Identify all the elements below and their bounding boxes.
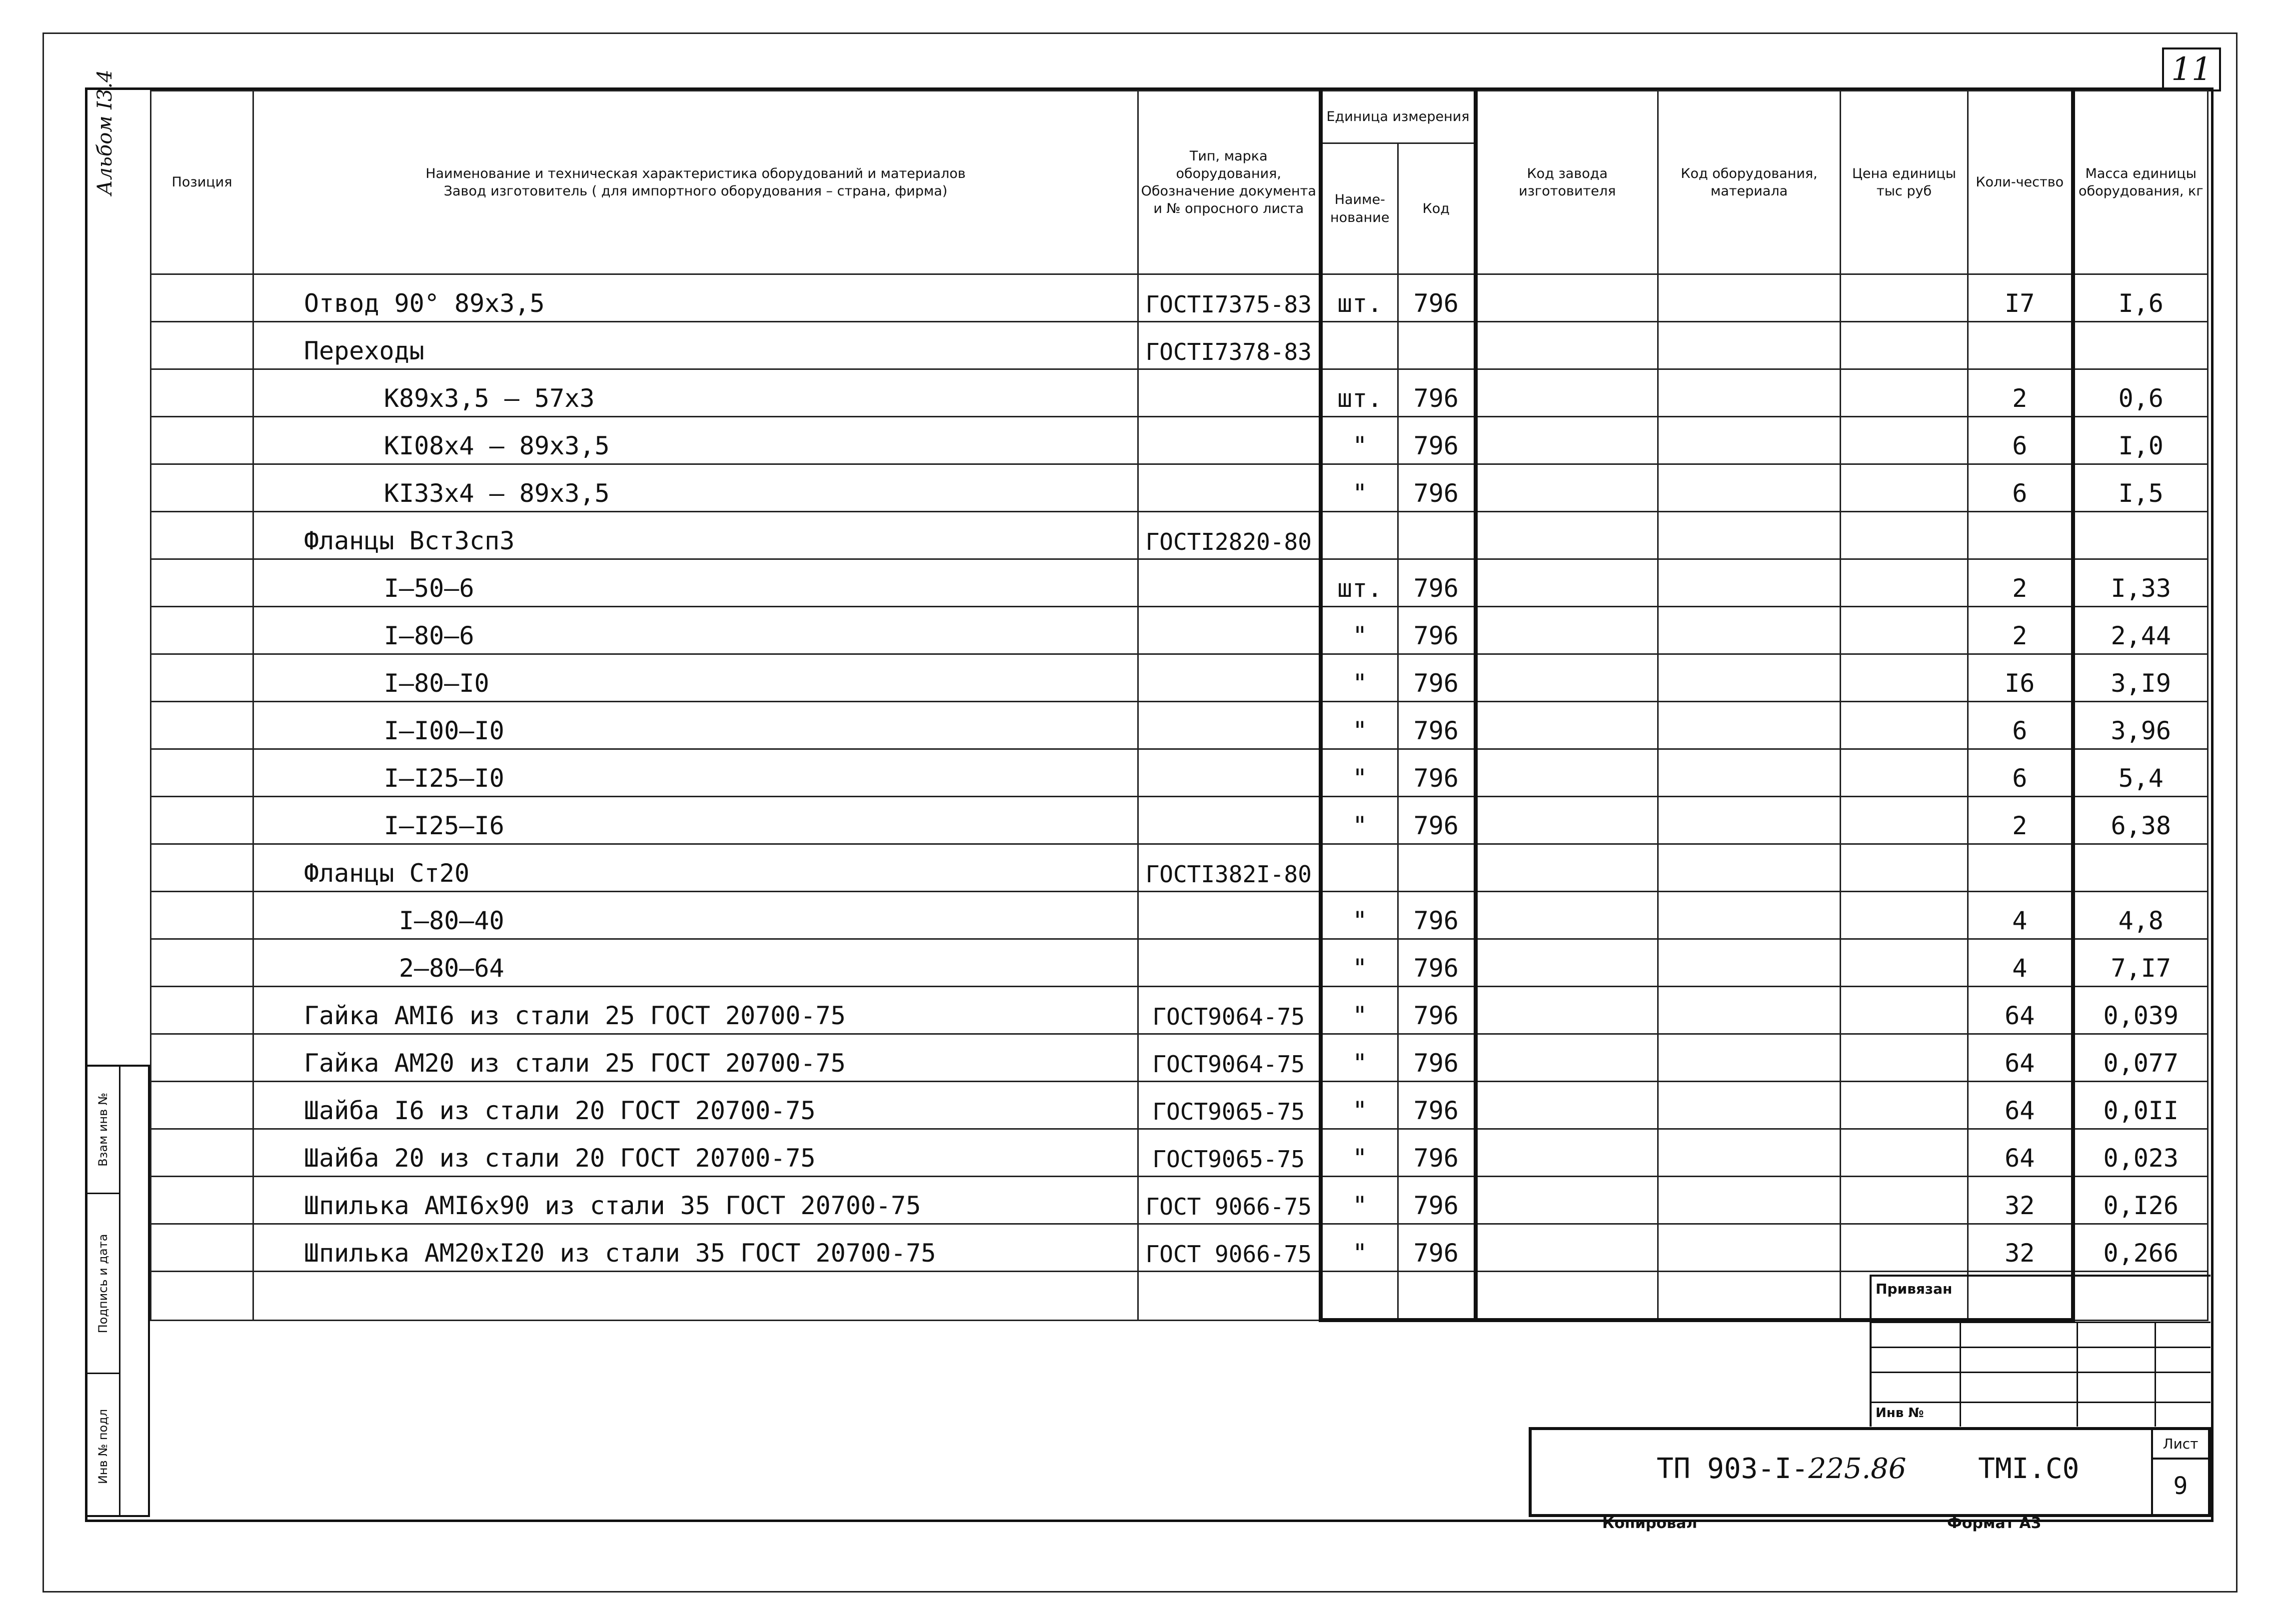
- col-doc: Тип, марка оборудования, Обозначение документа и № опросного листа: [1138, 91, 1321, 274]
- col-unit-name: Наиме-нование: [1321, 143, 1398, 274]
- table-row: [151, 987, 2208, 1034]
- cell-price: [1841, 1224, 1968, 1272]
- cell-mass: 0,023: [2073, 1129, 2208, 1177]
- cell-position: [151, 1272, 253, 1321]
- cell-position: [151, 417, 253, 464]
- cell-unit: ": [1321, 654, 1398, 702]
- cell-price: [1841, 1129, 1968, 1177]
- col-unit-code: Код: [1398, 143, 1476, 274]
- cell-name: Гайка АМ20 из стали 25 ГОСТ 20700-75: [253, 1034, 1138, 1082]
- table-row: [151, 512, 2208, 559]
- table-row: [151, 369, 2208, 417]
- format-label: Формат А3: [1947, 1515, 2042, 1532]
- cell-qty: [1968, 512, 2073, 559]
- cell-name: I–I00–I0: [253, 702, 1138, 749]
- cell-equip-code: [1658, 844, 1841, 892]
- table-row: [151, 1034, 2208, 1082]
- cell-doc: ГОСТI7378-83: [1138, 322, 1321, 369]
- cell-doc: [1138, 797, 1321, 844]
- col-mass: Масса единицы оборудования, кг: [2073, 91, 2208, 274]
- cell-name: КI33х4 – 89х3,5: [253, 464, 1138, 512]
- cell-plant-code: [1476, 749, 1658, 797]
- cell-equip-code: [1658, 749, 1841, 797]
- cell-plant-code: [1476, 702, 1658, 749]
- table-row: [151, 702, 2208, 749]
- cell-code: 796: [1398, 464, 1476, 512]
- cell-equip-code: [1658, 274, 1841, 322]
- cell-position: [151, 464, 253, 512]
- handwritten-sheet-number: 11: [2162, 47, 2221, 91]
- cell-code: [1398, 512, 1476, 559]
- cell-doc: [1138, 417, 1321, 464]
- cell-position: [151, 844, 253, 892]
- cell-doc: ГОСТI382I-80: [1138, 844, 1321, 892]
- cell-equip-code: [1658, 654, 1841, 702]
- cell-equip-code: [1658, 607, 1841, 654]
- cell-position: [151, 654, 253, 702]
- cell-code: 796: [1398, 892, 1476, 939]
- cell-doc: [1138, 654, 1321, 702]
- cell-qty: 64: [1968, 1082, 2073, 1129]
- cell-name: I–80–6: [253, 607, 1138, 654]
- cell-unit: ": [1321, 987, 1398, 1034]
- cell-unit: ": [1321, 702, 1398, 749]
- cell-code: 796: [1398, 797, 1476, 844]
- cell-name: [253, 1272, 1138, 1321]
- cell-name: Шайба I6 из стали 20 ГОСТ 20700-75: [253, 1082, 1138, 1129]
- cell-doc: ГОСТ 9066-75: [1138, 1177, 1321, 1224]
- cell-unit: шт.: [1321, 274, 1398, 322]
- cell-position: [151, 892, 253, 939]
- table-row: [151, 607, 2208, 654]
- cell-price: [1841, 417, 1968, 464]
- cell-doc: [1138, 702, 1321, 749]
- cell-unit: [1321, 844, 1398, 892]
- cell-code: 796: [1398, 274, 1476, 322]
- cell-position: [151, 559, 253, 607]
- cell-code: 796: [1398, 1034, 1476, 1082]
- cell-code: 796: [1398, 939, 1476, 987]
- cell-mass: [2073, 844, 2208, 892]
- cell-plant-code: [1476, 322, 1658, 369]
- cell-position: [151, 797, 253, 844]
- table-row: [151, 322, 2208, 369]
- cell-equip-code: [1658, 322, 1841, 369]
- cell-unit: ": [1321, 939, 1398, 987]
- cell-code: 796: [1398, 702, 1476, 749]
- document-sheet: 11 Альбом I3.4 Взам инв № Подпись и дата Инв № подл Позиция Наименование и техническая характеристика оборудований и материалов Завод изготовитель ( для импортного оборудования – страна, фирма) Тип, марка оборудования, Обозначение документа и № опросного листа Единица измерения Код завода изготовителя Код оборудования, материала Цена единицы тыс руб Коли-чество Масса единицы оборудования, кг Наиме-нование Код Отвод 90° 89х3,5 ГОСТI7375-83 шт. 796 I7 I,6 Переходы ГОСТI7378-83 К89х3,5 – 57х3 шт. 796 2 0,6 КI08х4 – 89х3,5 " 796 6 I,0 КI33х4 – 89х3,5 " 796 6 I,5 Фланцы Вст3сп3 ГОСТI2820-80 I–50–6 шт. 796 2 I,33 I–80–6 " 796 2 2,44 I–80–I0 " 796 I6 3,I9 I–I00–I0 " 796 6 3,96 I–I25–I0 " 796 6 5,4 I–I25–I6 " 796 2 6,38 Фланцы Ст20 ГОСТI382I-80 I–80–40 " 796 4 4,8 2–80–64 " 796 4 7,I7 Гайка АМI6 из стали 25 ГОСТ 20700-75 ГОСТ9064-75 " 796 64 0,039 Гайка АМ20 из стали 25 ГОСТ 20700-75 ГОСТ9064-75 " 796 64 0,077 Шайба I6 из стали 20 ГОСТ 20700-75 ГОСТ9065-75 " 796 64 0,0II Шайба 20 из стали 20 ГОСТ 20700-75 ГОСТ9065-75 " 796 64 0,023 Шпилька АМI6х90 из стали 35 ГОСТ 20700-75 ГОСТ 9066-75 " 796 32 0,I26 Шпилька АМ20хI20 из стали 35 ГОСТ 20700-75 ГОСТ 9066-75 " 796 32 0,266 Привязан Инв № ТП 903-I-225.86 ТМI.С0 Лист 9 Копировал Формат А3: [0, 0, 2273, 1624]
- cell-price: [1841, 797, 1968, 844]
- col-unit-group: Единица измерения: [1321, 91, 1476, 143]
- cell-position: [151, 607, 253, 654]
- cell-name: I–I25–I0: [253, 749, 1138, 797]
- table-row: [151, 1082, 2208, 1129]
- cell-unit: ": [1321, 797, 1398, 844]
- table-row: [151, 417, 2208, 464]
- cell-position: [151, 1129, 253, 1177]
- cell-position: [151, 702, 253, 749]
- cell-code: 796: [1398, 1224, 1476, 1272]
- cell-equip-code: [1658, 464, 1841, 512]
- cell-doc: [1138, 559, 1321, 607]
- cell-price: [1841, 844, 1968, 892]
- cell-plant-code: [1476, 1177, 1658, 1224]
- cell-equip-code: [1658, 1129, 1841, 1177]
- cell-code: [1398, 322, 1476, 369]
- cell-unit: ": [1321, 464, 1398, 512]
- cell-equip-code: [1658, 1272, 1841, 1321]
- cell-qty: 4: [1968, 892, 2073, 939]
- cell-equip-code: [1658, 559, 1841, 607]
- col-equip-code: Код оборудования, материала: [1658, 91, 1841, 274]
- cell-name: Шпилька АМ20хI20 из стали 35 ГОСТ 20700-75: [253, 1224, 1138, 1272]
- cell-unit: ": [1321, 607, 1398, 654]
- stamp-sign-date: Подпись и дата: [87, 1194, 119, 1374]
- cell-qty: [1968, 844, 2073, 892]
- table-row: [151, 654, 2208, 702]
- cell-plant-code: [1476, 417, 1658, 464]
- cell-code: [1398, 1272, 1476, 1321]
- sheet-label: Лист: [2151, 1430, 2208, 1460]
- cell-plant-code: [1476, 939, 1658, 987]
- cell-plant-code: [1476, 1272, 1658, 1321]
- cell-doc: [1138, 369, 1321, 417]
- cell-price: [1841, 939, 1968, 987]
- cell-price: [1841, 1034, 1968, 1082]
- cell-qty: 2: [1968, 797, 2073, 844]
- cell-doc: ГОСТI7375-83: [1138, 274, 1321, 322]
- cell-code: 796: [1398, 987, 1476, 1034]
- cell-name: Фланцы Ст20: [253, 844, 1138, 892]
- col-price: Цена единицы тыс руб: [1841, 91, 1968, 274]
- col-name: Наименование и техническая характеристика оборудований и материалов Завод изготовитель ( для импортного оборудования – страна, фирма): [253, 91, 1138, 274]
- cell-price: [1841, 512, 1968, 559]
- cell-qty: I7: [1968, 274, 2073, 322]
- cell-price: [1841, 1082, 1968, 1129]
- cell-mass: 3,96: [2073, 702, 2208, 749]
- col-position: Позиция: [151, 91, 253, 274]
- cell-equip-code: [1658, 1034, 1841, 1082]
- cell-price: [1841, 702, 1968, 749]
- cell-name: К89х3,5 – 57х3: [253, 369, 1138, 417]
- table-row: [151, 844, 2208, 892]
- cell-mass: 0,6: [2073, 369, 2208, 417]
- cell-qty: I6: [1968, 654, 2073, 702]
- cell-unit: шт.: [1321, 369, 1398, 417]
- cell-plant-code: [1476, 844, 1658, 892]
- cell-doc: [1138, 939, 1321, 987]
- cell-position: [151, 749, 253, 797]
- document-code-block: [1529, 1427, 2211, 1517]
- cell-mass: 4,8: [2073, 892, 2208, 939]
- cell-unit: ": [1321, 1129, 1398, 1177]
- cell-code: 796: [1398, 607, 1476, 654]
- cell-name: I–80–I0: [253, 654, 1138, 702]
- cell-price: [1841, 322, 1968, 369]
- cell-doc: ГОСТ9065-75: [1138, 1129, 1321, 1177]
- cell-price: [1841, 559, 1968, 607]
- stamp-inv-orig: Инв № подл: [96, 1409, 110, 1485]
- cell-doc: [1138, 1272, 1321, 1321]
- doc-mark: ТМI.С0: [1978, 1453, 2080, 1485]
- cell-doc: ГОСТ 9066-75: [1138, 1224, 1321, 1272]
- cell-qty: 2: [1968, 369, 2073, 417]
- cell-unit: ": [1321, 892, 1398, 939]
- cell-qty: [1968, 322, 2073, 369]
- cell-name: Шпилька АМI6х90 из стали 35 ГОСТ 20700-75: [253, 1177, 1138, 1224]
- col-plant-code: Код завода изготовителя: [1476, 91, 1658, 274]
- cell-equip-code: [1658, 417, 1841, 464]
- cell-mass: 5,4: [2073, 749, 2208, 797]
- cell-price: [1841, 749, 1968, 797]
- cell-price: [1841, 274, 1968, 322]
- cell-plant-code: [1476, 892, 1658, 939]
- cell-name: 2–80–64: [253, 939, 1138, 987]
- cell-code: 796: [1398, 559, 1476, 607]
- cell-code: 796: [1398, 1082, 1476, 1129]
- cell-plant-code: [1476, 654, 1658, 702]
- bound-label: Привязан: [1876, 1281, 1953, 1297]
- cell-unit: [1321, 512, 1398, 559]
- cell-mass: 0,039: [2073, 987, 2208, 1034]
- cell-plant-code: [1476, 512, 1658, 559]
- table-row: [151, 1129, 2208, 1177]
- cell-doc: ГОСТ9064-75: [1138, 987, 1321, 1034]
- cell-unit: ": [1321, 1177, 1398, 1224]
- cell-mass: 0,266: [2073, 1224, 2208, 1272]
- cell-name: Шайба 20 из стали 20 ГОСТ 20700-75: [253, 1129, 1138, 1177]
- cell-qty: 64: [1968, 987, 2073, 1034]
- cell-position: [151, 322, 253, 369]
- cell-plant-code: [1476, 797, 1658, 844]
- cell-qty: 6: [1968, 464, 2073, 512]
- cell-position: [151, 987, 253, 1034]
- cell-equip-code: [1658, 892, 1841, 939]
- cell-price: [1841, 654, 1968, 702]
- table-row: [151, 464, 2208, 512]
- cell-code: 796: [1398, 749, 1476, 797]
- cell-unit: ": [1321, 1224, 1398, 1272]
- stamp-sub-inv: Взам инв №: [87, 1067, 119, 1194]
- cell-mass: I,33: [2073, 559, 2208, 607]
- table-row: [151, 1224, 2208, 1272]
- cell-equip-code: [1658, 1082, 1841, 1129]
- cell-code: 796: [1398, 369, 1476, 417]
- cell-qty: 32: [1968, 1177, 2073, 1224]
- cell-plant-code: [1476, 607, 1658, 654]
- cell-position: [151, 1034, 253, 1082]
- cell-position: [151, 512, 253, 559]
- cell-qty: 6: [1968, 702, 2073, 749]
- cell-plant-code: [1476, 1034, 1658, 1082]
- copied-label: Копировал: [1602, 1515, 1698, 1532]
- cell-unit: ": [1321, 1034, 1398, 1082]
- cell-mass: 0,077: [2073, 1034, 2208, 1082]
- cell-position: [151, 1224, 253, 1272]
- cell-position: [151, 1177, 253, 1224]
- side-stamp: [85, 1065, 150, 1517]
- table-row: [151, 797, 2208, 844]
- doc-code: ТП 903-I-225.86 ТМI.С0: [1657, 1453, 2080, 1485]
- cell-code: 796: [1398, 654, 1476, 702]
- cell-position: [151, 1082, 253, 1129]
- cell-unit: ": [1321, 1082, 1398, 1129]
- cell-qty: 32: [1968, 1224, 2073, 1272]
- cell-name: I–I25–I6: [253, 797, 1138, 844]
- cell-position: [151, 369, 253, 417]
- cell-qty: 2: [1968, 607, 2073, 654]
- table-row: [151, 749, 2208, 797]
- cell-name: Отвод 90° 89х3,5: [253, 274, 1138, 322]
- cell-mass: I,0: [2073, 417, 2208, 464]
- cell-name: Переходы: [253, 322, 1138, 369]
- cell-equip-code: [1658, 1224, 1841, 1272]
- table-row: [151, 892, 2208, 939]
- cell-mass: [2073, 512, 2208, 559]
- cell-unit: [1321, 322, 1398, 369]
- approval-block: [1870, 1275, 2211, 1427]
- table-row: [151, 559, 2208, 607]
- cell-equip-code: [1658, 512, 1841, 559]
- cell-mass: 6,38: [2073, 797, 2208, 844]
- cell-qty: 4: [1968, 939, 2073, 987]
- cell-unit: ": [1321, 417, 1398, 464]
- cell-doc: ГОСТ9064-75: [1138, 1034, 1321, 1082]
- cell-price: [1841, 607, 1968, 654]
- cell-mass: 0,I26: [2073, 1177, 2208, 1224]
- cell-mass: [2073, 322, 2208, 369]
- cell-mass: I,6: [2073, 274, 2208, 322]
- cell-plant-code: [1476, 987, 1658, 1034]
- cell-equip-code: [1658, 939, 1841, 987]
- cell-doc: ГОСТI2820-80: [1138, 512, 1321, 559]
- cell-name: I–80–40: [253, 892, 1138, 939]
- cell-plant-code: [1476, 369, 1658, 417]
- table-row: [151, 939, 2208, 987]
- cell-code: 796: [1398, 417, 1476, 464]
- cell-name: Гайка АМI6 из стали 25 ГОСТ 20700-75: [253, 987, 1138, 1034]
- cell-plant-code: [1476, 274, 1658, 322]
- cell-position: [151, 274, 253, 322]
- cell-mass: 0,0II: [2073, 1082, 2208, 1129]
- cell-price: [1841, 369, 1968, 417]
- cell-mass: I,5: [2073, 464, 2208, 512]
- table-row: [151, 1177, 2208, 1224]
- cell-plant-code: [1476, 559, 1658, 607]
- cell-equip-code: [1658, 1177, 1841, 1224]
- cell-doc: [1138, 464, 1321, 512]
- cell-equip-code: [1658, 369, 1841, 417]
- cell-equip-code: [1658, 797, 1841, 844]
- cell-position: [151, 939, 253, 987]
- cell-qty: 2: [1968, 559, 2073, 607]
- cell-plant-code: [1476, 1082, 1658, 1129]
- cell-unit: [1321, 1272, 1398, 1321]
- cell-code: 796: [1398, 1129, 1476, 1177]
- cell-equip-code: [1658, 702, 1841, 749]
- cell-name: Фланцы Вст3сп3: [253, 512, 1138, 559]
- cell-unit: ": [1321, 749, 1398, 797]
- specification-table: [150, 90, 2209, 1322]
- cell-code: [1398, 844, 1476, 892]
- cell-doc: [1138, 892, 1321, 939]
- cell-name: I–50–6: [253, 559, 1138, 607]
- cell-qty: 6: [1968, 749, 2073, 797]
- cell-mass: 7,I7: [2073, 939, 2208, 987]
- cell-qty: 64: [1968, 1129, 2073, 1177]
- cell-code: 796: [1398, 1177, 1476, 1224]
- sheet-value: 9: [2151, 1458, 2208, 1514]
- cell-doc: [1138, 607, 1321, 654]
- cell-plant-code: [1476, 1224, 1658, 1272]
- inv-label: Инв №: [1876, 1406, 1924, 1421]
- cell-mass: 2,44: [2073, 607, 2208, 654]
- cell-plant-code: [1476, 1129, 1658, 1177]
- cell-qty: 6: [1968, 417, 2073, 464]
- cell-price: [1841, 987, 1968, 1034]
- cell-price: [1841, 464, 1968, 512]
- cell-doc: ГОСТ9065-75: [1138, 1082, 1321, 1129]
- cell-name: КI08х4 – 89х3,5: [253, 417, 1138, 464]
- cell-plant-code: [1476, 464, 1658, 512]
- cell-equip-code: [1658, 987, 1841, 1034]
- cell-doc: [1138, 749, 1321, 797]
- cell-qty: 64: [1968, 1034, 2073, 1082]
- cell-price: [1841, 892, 1968, 939]
- col-qty: Коли-чество: [1968, 91, 2073, 274]
- cell-mass: 3,I9: [2073, 654, 2208, 702]
- table-row: [151, 274, 2208, 322]
- doc-code-number: 225.86: [1808, 1453, 1907, 1485]
- cell-unit: шт.: [1321, 559, 1398, 607]
- cell-price: [1841, 1177, 1968, 1224]
